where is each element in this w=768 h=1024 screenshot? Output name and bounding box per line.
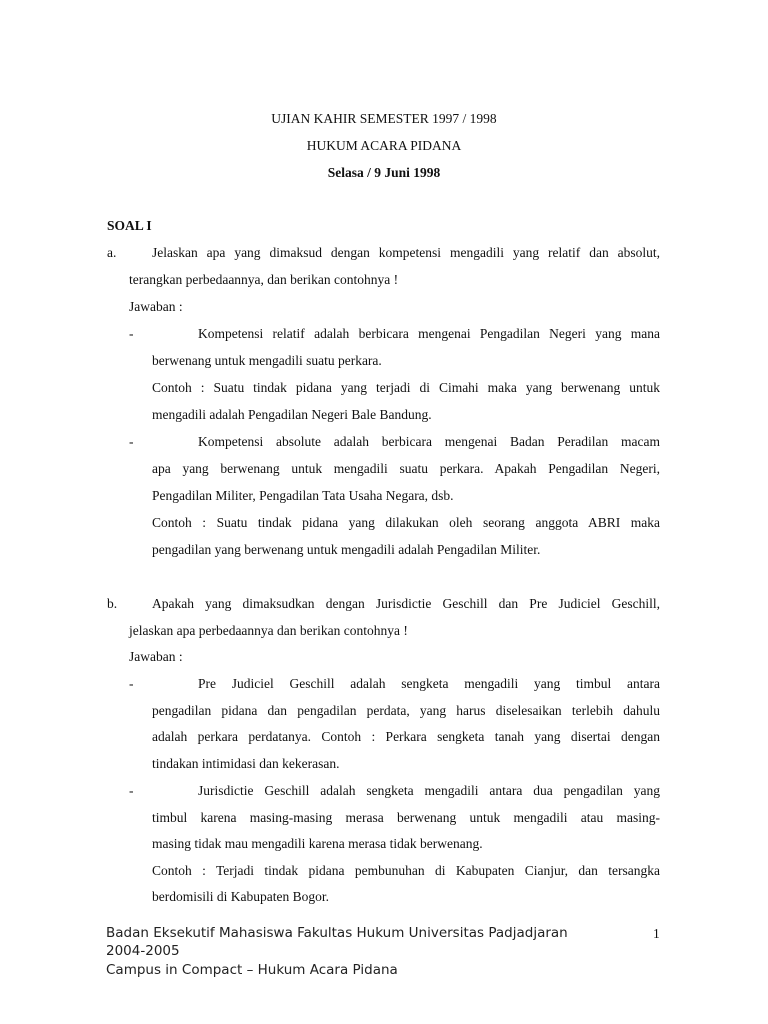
question-b-answer-label: Jawaban : — [129, 649, 183, 664]
question-a-point1-line2: berwenang untuk mengadili suatu perkara. — [152, 353, 382, 368]
exam-date: Selasa / 9 Juni 1998 — [327, 165, 441, 180]
question-b-point1-line4: tindakan intimidasi dan kekerasan. — [152, 756, 340, 771]
footer-course: Campus in Compact – Hukum Acara Pidana — [106, 962, 398, 978]
question-b-point2-line3: masing tidak mau mengadili karena merasa tidak berwenang. — [152, 836, 483, 851]
question-a-point2-line3: Pengadilan Militer, Pengadilan Tata Usaha Negara, dsb. — [152, 488, 454, 503]
footer-organization: Badan Eksekutif Mahasiswa Fakultas Hukum Universitas Padjadjaran — [106, 925, 568, 941]
question-a-marker: a. — [107, 245, 117, 260]
question-a-answer-label: Jawaban : — [129, 299, 183, 314]
question-a-point2-example1: Contoh : Suatu tindak pidana yang dilakukan oleh seorang anggota ABRI maka — [152, 515, 660, 530]
question-a-point1-example1: Contoh : Suatu tindak pidana yang terjadi di Cimahi maka yang berwenang untuk — [152, 380, 660, 395]
section-title: SOAL I — [107, 218, 152, 233]
question-a-point1-line1: Kompetensi relatif adalah berbicara mengenai Pengadilan Negeri yang mana — [198, 326, 660, 341]
question-b-point2-example1: Contoh : Terjadi tindak pidana pembunuhan di Kabupaten Cianjur, dan tersangka — [152, 863, 660, 878]
question-b-point2-line2: timbul karena masing-masing merasa berwenang untuk mengadili atau masing- — [152, 810, 660, 825]
question-a-line2: terangkan perbedaannya, dan berikan contohnya ! — [129, 272, 399, 287]
question-a-point2-example2: pengadilan yang berwenang untuk mengadili adalah Pengadilan Militer. — [152, 542, 541, 557]
question-b-point1-bullet: - — [129, 676, 134, 691]
question-b-point2-example2: berdomisili di Kabupaten Bogor. — [152, 889, 329, 904]
question-b-point2-bullet: - — [129, 783, 134, 798]
question-b-line1: Apakah yang dimaksudkan dengan Jurisdictie Geschill dan Pre Judiciel Geschill, — [152, 596, 660, 611]
footer-year: 2004-2005 — [106, 943, 180, 959]
question-b-point1-line1: Pre Judiciel Geschill adalah sengketa mengadili yang timbul antara — [198, 676, 660, 691]
question-b-line2: jelaskan apa perbedaannya dan berikan contohnya ! — [129, 623, 408, 638]
question-a-line1: Jelaskan apa yang dimaksud dengan kompetensi mengadili yang relatif dan absolut, — [152, 245, 660, 260]
question-b-point2-line1: Jurisdictie Geschill adalah sengketa mengadili antara dua pengadilan yang — [198, 783, 660, 798]
question-a-point1-bullet: - — [129, 326, 134, 341]
question-a-point2-bullet: - — [129, 434, 134, 449]
exam-title: UJIAN KAHIR SEMESTER 1997 / 1998 — [271, 111, 497, 126]
question-a-point1-example2: mengadili adalah Pengadilan Negeri Bale Bandung. — [152, 407, 432, 422]
question-a-point2-line1: Kompetensi absolute adalah berbicara mengenai Badan Peradilan macam — [198, 434, 660, 449]
question-b-point1-line2: pengadilan pidana dan pengadilan perdata, yang harus diselesaikan terlebih dahulu — [152, 703, 660, 718]
page-number: 1 — [653, 926, 660, 941]
question-b-marker: b. — [107, 596, 118, 611]
exam-subject: HUKUM ACARA PIDANA — [306, 138, 462, 153]
question-a-point2-line2: apa yang berwenang untuk mengadili suatu perkara. Apakah Pengadilan Negeri, — [152, 461, 660, 476]
question-b-point1-line3: adalah perkara perdatanya. Contoh : Perkara sengketa tanah yang disertai dengan — [152, 729, 660, 744]
